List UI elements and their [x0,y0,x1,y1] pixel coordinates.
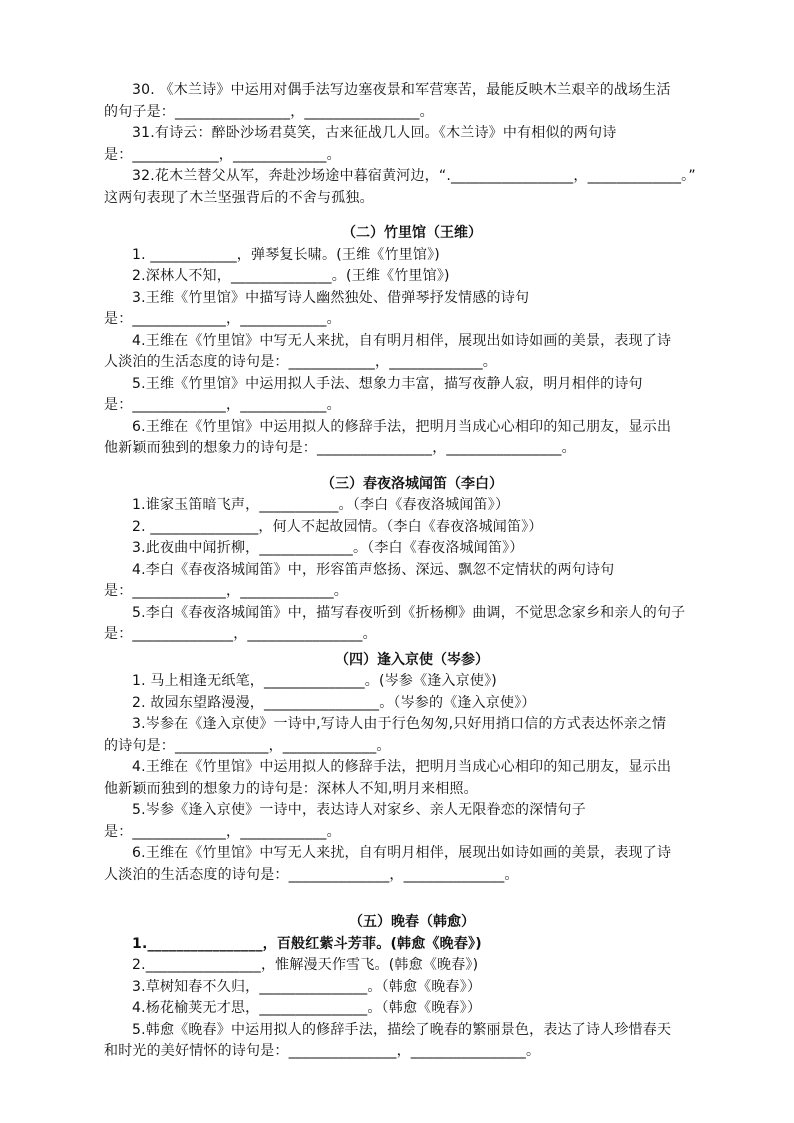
question-31: 31.有诗云：醉卧沙场君莫笑，古来征战几人回。《木兰诗》中有相似的两句诗 [132,125,617,141]
question-5-cont: 是：_____________，____________。 [104,397,341,413]
question-6-cont: 人淡泊的生活态度的诗句是：______________，______________。 [104,866,519,883]
question-4: 4.王维在《竹里馆》中写无人来扰，自有明月相伴，展现出如诗如画的美景，表现了诗 [132,332,672,349]
section-title-wanchun: （五）晚春（韩愈） [349,914,475,930]
question-4: 4.李白《春夜洛城闻笛》中，形容笛声悠扬、深远、飘忽不定情状的两句诗句 [132,561,615,578]
question-2: 2.深林人不知，______________。(王维《竹里馆》) [132,268,450,284]
question-2: 2.________________，惟解漫天作雪飞。(韩愈《晚春》) [132,957,479,973]
question-30: 30. 《木兰诗》中运用对偶手法写边塞夜景和军营寒苦，最能反映木兰艰辛的战场生活 [132,82,671,98]
question-2: 2. 故园东望路漫漫，________________。（岑参的《逢入京使》） [132,694,536,711]
question-5: 5.李白《春夜洛城闻笛》中，描写春夜听到《折杨柳》曲调，不觉思念家乡和亲人的句子 [132,604,686,621]
question-1: 1. ____________，弹琴复长啸。(王维《竹里馆》) [132,246,440,263]
question-3: 3.此夜曲中闻折柳，_____________。（李白《春夜洛城闻笛》） [132,540,524,556]
question-2: 2. _______________，何人不起故园情。（李白《春夜洛城闻笛》） [132,518,543,535]
section-zhuliguan [104,245,720,460]
question-32: 32.花木兰替父从军，奔赴沙场途中暮宿黄河边，“._________________，_____________。” [132,168,696,184]
question-6: 6.王维在《竹里馆》中运用拟人的修辞手法，把明月当成心心相印的知己朋友，显示出 [132,418,672,435]
question-5: 5.韩愈《晚春》中运用拟人的修辞手法，描绘了晚春的繁丽景色，表达了诗人珍惜春天 [132,1021,672,1038]
worksheet-page [104,80,720,1063]
question-4-cont: 他新颖而独到的想象力的诗句是：深林人不知,明月来相照。 [104,780,478,797]
question-4: 4.杨花榆荚无才思，_______________。（韩愈《晚春》） [132,1000,482,1016]
question-5-cont: 和时光的美好情怀的诗句是：_______________，________________。 [104,1043,541,1059]
question-4-cont: 是：_____________，_____________。 [104,583,348,599]
section-fengrujingshi [104,671,720,886]
question-3: 3.王维《竹里馆》中描写诗人幽然独处、借弹琴抒发情感的诗句 [132,289,530,306]
question-5: 5.岑参《逢入京使》一诗中，表达诗人对家乡、亲人无限眷恋的深情句子 [132,802,586,818]
question-3: 3.草树知春不久归，_______________。（韩愈《晚春》） [132,978,482,995]
question-6: 6.王维在《竹里馆》中写无人来扰，自有明月相伴，展现出如诗如画的美景，表现了诗 [132,845,672,861]
question-3: 3.岑参在《逢入京使》一诗中,写诗人由于行色匆匆,只好用捎口信的方式表达怀亲之情 [132,716,667,732]
question-5-cont: 是：_____________，____________。 [104,823,341,840]
question-1: 1. 马上相逢无纸笔，______________。(岑参《逢入京使》) [132,673,497,689]
section-mulan-tail [104,80,720,209]
section-chunye [104,495,720,646]
section-wanchun [104,934,720,1063]
question-1: 1.谁家玉笛暗飞声，___________。（李白《春夜洛城闻笛》） [132,497,510,513]
question-31-cont: 是：____________，_____________。 [104,146,341,163]
question-5: 5.王维《竹里馆》中运用拟人手法、想象力丰富，描写夜静人寂，明月相伴的诗句 [132,375,643,392]
question-3-cont: 的诗句是：_____________，_____________。 [104,737,391,754]
question-4-cont: 人淡泊的生活态度的诗句是：____________，_____________。 [104,354,497,370]
section-title-fengrujingshi: （四）逢入京使（岑参） [335,651,489,668]
section-title-zhuliguan: （二）竹里馆（王维） [342,225,482,241]
question-6-cont: 他新颖而独到的想象力的诗句是：________________，________________。 [104,440,576,456]
question-1: 1.________________，百般红紫斗芳菲。(韩愈《晚春》) [132,935,482,952]
question-4: 4.王维在《竹里馆》中运用拟人的修辞手法，把明月当成心心相印的知己朋友，显示出 [132,759,672,775]
question-5-cont: 是：______________，________________。 [104,626,377,642]
question-32-cont: 这两句表现了木兰坚强背后的不舍与孤独。 [104,189,374,206]
question-30-cont: 的句子是：________________，________________。 [104,103,434,120]
question-3-cont: 是：_____________，____________。 [104,311,341,327]
section-title-chunye: （三）春夜洛城闻笛（李白） [321,475,503,492]
